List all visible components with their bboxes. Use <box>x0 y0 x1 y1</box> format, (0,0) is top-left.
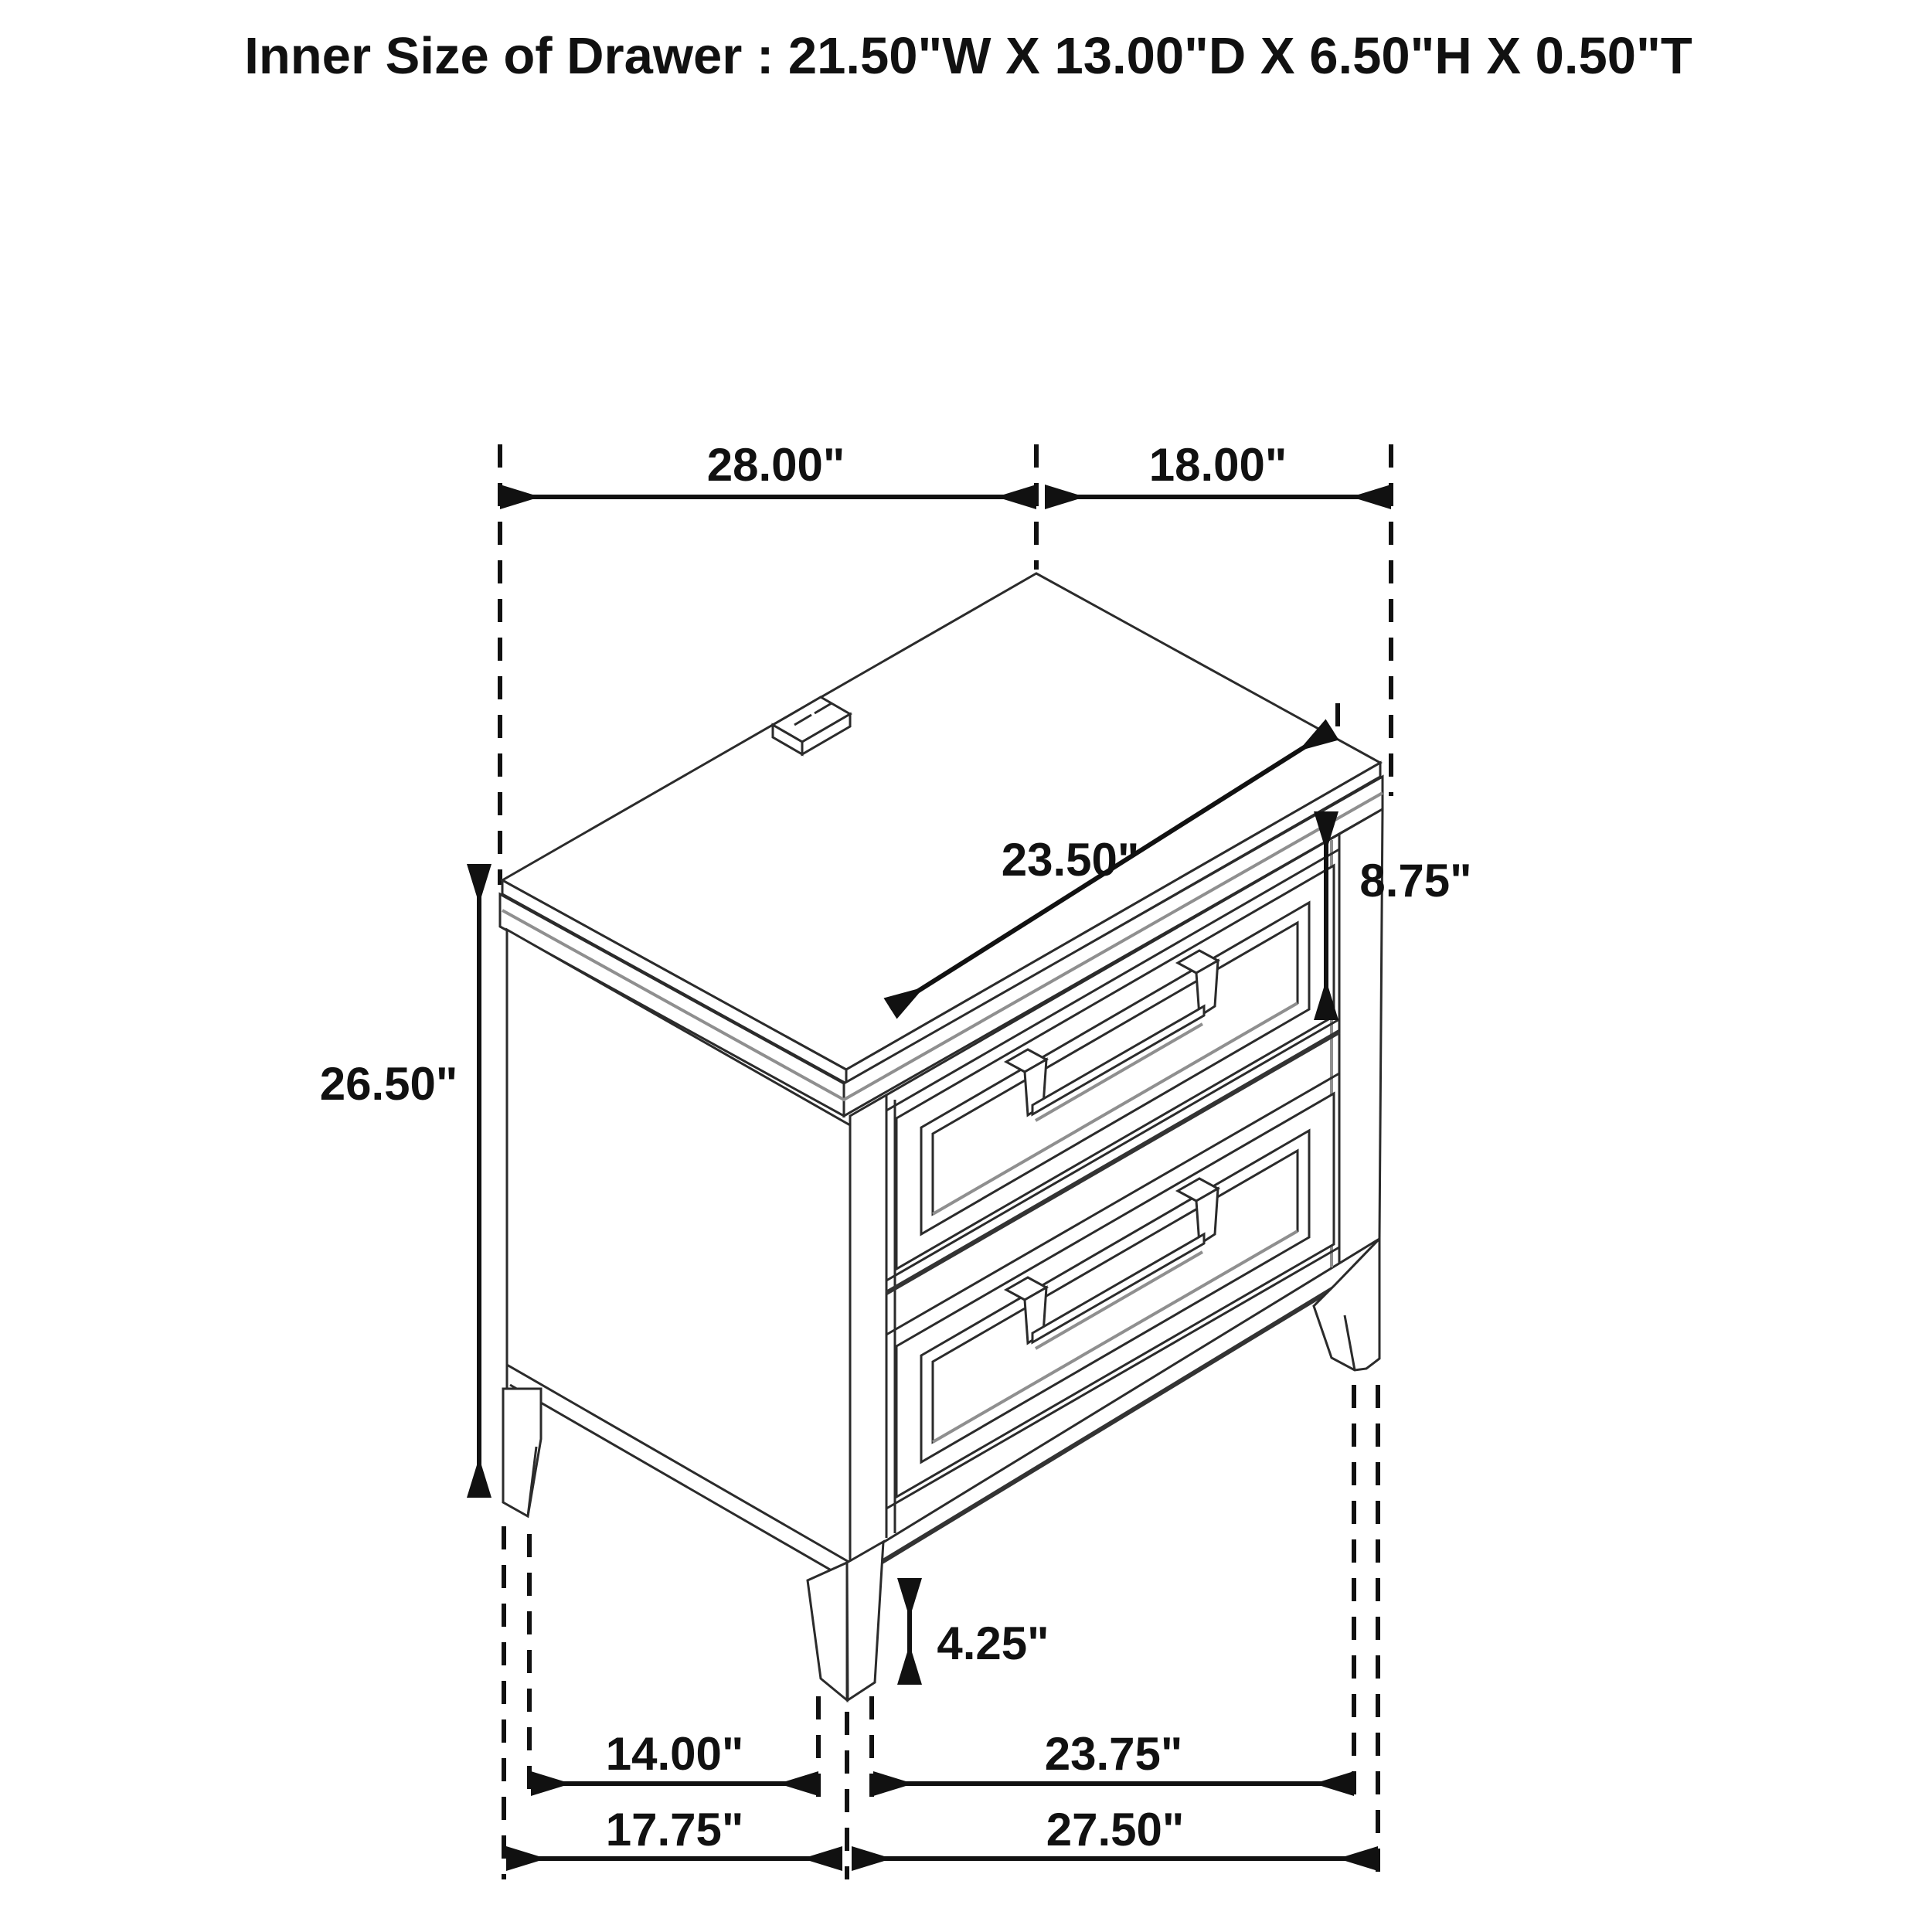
dim-label-18-00: 18.00" <box>1148 439 1287 491</box>
dim-label-26-50: 26.50" <box>319 1058 458 1110</box>
page-title: Inner Size of Drawer : 21.50"W X 13.00"D X 6.50"H X 0.50"T <box>244 27 1692 85</box>
dim-label-14-00: 14.00" <box>605 1728 744 1780</box>
dim-label-27-50: 27.50" <box>1046 1804 1185 1855</box>
dim-label-4-25: 4.25" <box>937 1617 1049 1669</box>
center-front-leg <box>808 1542 883 1700</box>
center-leg-left-face <box>808 1563 847 1700</box>
left-leg <box>503 1389 541 1516</box>
nightstand-drawing <box>500 573 1383 1700</box>
dim-label-23-50: 23.50" <box>1001 834 1140 886</box>
dim-label-28-00: 28.00" <box>706 439 845 491</box>
dim-label-23-75: 23.75" <box>1044 1728 1183 1780</box>
dim-label-8-75: 8.75" <box>1359 855 1472 906</box>
center-leg-right-face <box>847 1542 883 1700</box>
dim-label-17-75: 17.75" <box>605 1804 744 1855</box>
